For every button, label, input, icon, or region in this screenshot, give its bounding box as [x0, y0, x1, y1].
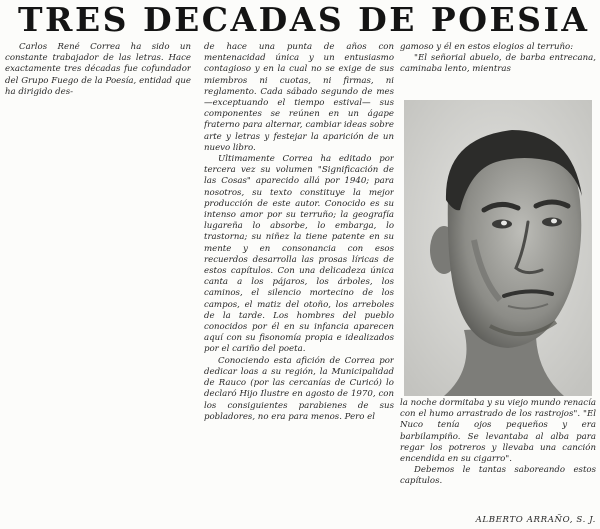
- column-3-paragraph-4: Debemos le tantas saboreando estos capítulos.: [400, 465, 596, 487]
- column-3-bottom: [400, 398, 596, 512]
- portrait-illustration: [404, 100, 592, 396]
- column-2: [204, 42, 394, 526]
- column-1-paragraph: Carlos René Correa ha sido un constante trabajador de las letras. Hace exactamente tres décadas fue cofundador del Grupo Fuego de la Poesía, entidad que ha dirigido des-: [5, 42, 191, 97]
- column-3-paragraph-2: "El señorial abuelo, de barba entrecana, caminaba lento, mientras: [400, 53, 596, 75]
- column-2-paragraph-1: de hace una punta de años con mentenacidad única y un entusiasmo contagioso y en la cual no se exige de sus miembros ni cuotas, ni firmas, ni reglamento. Cada sábado segundo de mes —exceptuando el tiempo estival— sus componentes se reúnen en un ágape fraterno para alternar, cambiar ideas sobre arte y letras y festejar la aparición de un nuevo libro.: [204, 42, 394, 153]
- column-2-paragraph-2: Ultimamente Correa ha editado por tercera vez su volumen "Significación de las Cosas" aparecido allá por 1940; para nosotros, su texto constituye la mejor producción de este autor. Conocido es su intenso amor por su terruño; la geografía lugareña lo absorbe, lo embarga, lo trastorna; su niñez la tiene patente en su mente y en consonancia con esos recuerdos desarrolla las prosas líricas de estos capítulos. Con una delicadeza única canta a los pájaros, los árboles, los caminos, el silencio mortecino de los campos, el matiz del otoño, los arreboles de la tarde. Los hombres del pueblo conocidos por él en su infancia aparecen aquí con su fisonomía propia e idealizados por el cariño del poeta.: [204, 154, 394, 355]
- column-2-paragraph-3: Conociendo esta afición de Correa por dedicar loas a su región, la Municipalidad de Rauco (por las cercanías de Curicó) lo declaró Hijo Ilustre en agosto de 1970, con los consiguientes parabienes de sus pobladores, no era para menos. Pero el: [204, 355, 394, 422]
- portrait-photo: [404, 100, 592, 396]
- column-3-paragraph-3: la noche dormitaba y su viejo mundo renacía con el humo arrastrado de los rastrojos". "El Nuco tenía ojos pequeños y era barbilampiño. Se levantaba al alba para regar los potreros y llevaba una canción encendida en su cigarro".: [400, 398, 596, 465]
- column-3-paragraph-1: gamoso y él en estos elogios al terruño:: [400, 42, 574, 52]
- column-3-top: [400, 42, 596, 98]
- byline: ALBERTO ARRAÑO, S. J.: [475, 515, 596, 525]
- column-1: [5, 42, 191, 108]
- headline: TRES DECADAS DE POESIA: [18, 0, 590, 39]
